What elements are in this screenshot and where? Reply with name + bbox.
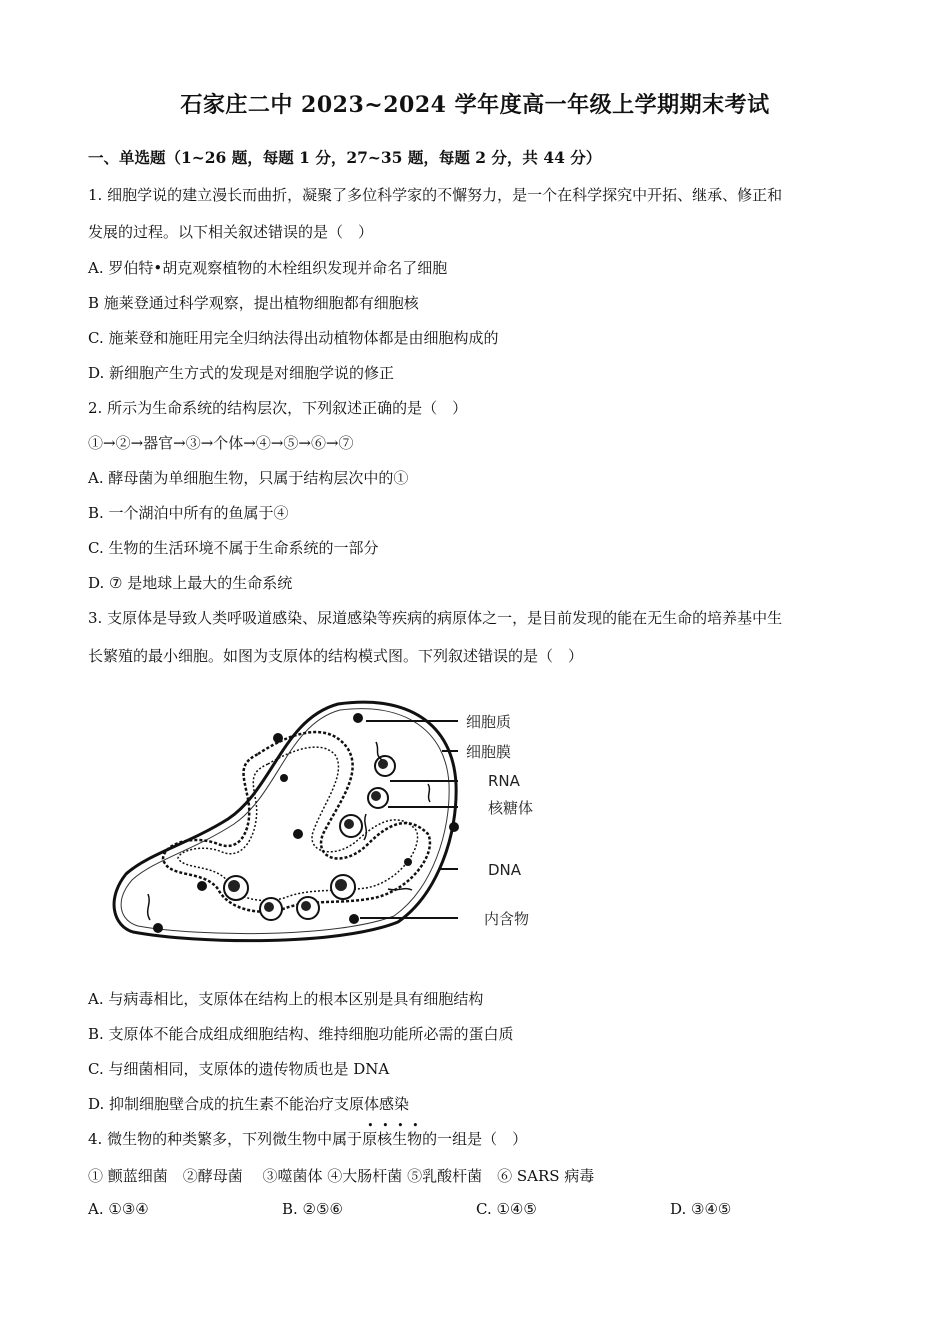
inclusion-dot <box>353 713 363 723</box>
section-heading: 一、单选题（1~26 题，每题 1 分，27~35 题，每题 2 分，共 44 分） <box>88 148 602 167</box>
q1-option-c: C. 施莱登和施旺用完全归纳法得出动植物体都是由细胞构成的 <box>88 329 499 347</box>
q4-option-d: D. ③④⑤ <box>670 1200 732 1218</box>
q3-option-c: C. 与细菌相同，支原体的遗传物质也是 DNA <box>88 1060 390 1078</box>
q2-option-d: D. ⑦ 是地球上最大的生命系统 <box>88 574 293 592</box>
mycoplasma-svg <box>108 694 558 954</box>
emphasis-dot: • <box>412 1119 419 1132</box>
q1-stem-line1: 1. 细胞学说的建立漫长而曲折，凝聚了多位科学家的不懈努力，是一个在科学探究中开拓、继承、修正和 <box>88 186 783 204</box>
q2-hierarchy-chain: ①→②→器官→③→个体→④→⑤→⑥→⑦ <box>88 434 354 452</box>
q2-option-a: A. 酵母菌为单细胞生物，只属于结构层次中的① <box>88 469 409 487</box>
emphasis-dot: • <box>397 1119 404 1132</box>
mycoplasma-diagram <box>108 694 558 954</box>
q3-stem-line1: 3. 支原体是导致人类呼吸道感染、尿道感染等疾病的病原体之一，是目前发现的能在无生命的培养基中生 <box>88 609 783 627</box>
q4-stem-post: 的一组是（ ） <box>422 1130 528 1148</box>
exam-title: 石家庄二中 2023~2024 学年度高一年级上学期期末考试 <box>180 92 770 118</box>
q3-stem-line2: 长繁殖的最小细胞。如图为支原体的结构模式图。下列叙述错误的是（ ） <box>88 647 584 665</box>
label-cell-membrane: 细胞膜 <box>466 743 512 761</box>
q4-emphasis-text: 原核生物 <box>362 1130 423 1148</box>
q2-option-b: B. 一个湖泊中所有的鱼属于④ <box>88 504 289 522</box>
label-dna: DNA <box>488 861 522 879</box>
q2-option-c: C. 生物的生活环境不属于生命系统的一部分 <box>88 539 379 557</box>
q4-stem-pre: 4. 微生物的种类繁多，下列微生物中属于 <box>88 1130 363 1148</box>
emphasis-dot: • <box>382 1119 389 1132</box>
q1-option-b: B 施莱登通过科学观察，提出植物细胞都有细胞核 <box>88 294 419 312</box>
q4-option-c: C. ①④⑤ <box>476 1200 537 1218</box>
emphasis-dot: • <box>367 1119 374 1132</box>
label-rna: RNA <box>488 772 520 790</box>
q1-option-d: D. 新细胞产生方式的发现是对细胞学说的修正 <box>88 364 395 382</box>
q4-emphasis <box>362 1119 423 1149</box>
label-cytoplasm: 细胞质 <box>466 713 512 731</box>
q3-option-b: B. 支原体不能合成组成细胞结构、维持细胞功能所必需的蛋白质 <box>88 1025 514 1043</box>
q2-stem: 2. 所示为生命系统的结构层次，下列叙述正确的是（ ） <box>88 399 468 417</box>
q4-stem <box>88 1119 528 1149</box>
q4-option-a: A. ①③④ <box>88 1200 149 1218</box>
q3-option-d: D. 抑制细胞壁合成的抗生素不能治疗支原体感染 <box>88 1095 410 1113</box>
label-inclusion: 内含物 <box>484 910 530 928</box>
q4-option-b: B. ②⑤⑥ <box>282 1200 343 1218</box>
q3-option-a: A. 与病毒相比，支原体在结构上的根本区别是具有细胞结构 <box>88 990 484 1008</box>
q1-stem-line2: 发展的过程。以下相关叙述错误的是（ ） <box>88 223 374 241</box>
q4-items: ① 颤蓝细菌 ②酵母菌 ③噬菌体 ④大肠杆菌 ⑤乳酸杆菌 ⑥ SARS 病毒 <box>88 1167 595 1185</box>
q1-option-a: A. 罗伯特•胡克观察植物的木栓组织发现并命名了细胞 <box>88 259 448 277</box>
label-ribosome: 核糖体 <box>488 799 534 817</box>
